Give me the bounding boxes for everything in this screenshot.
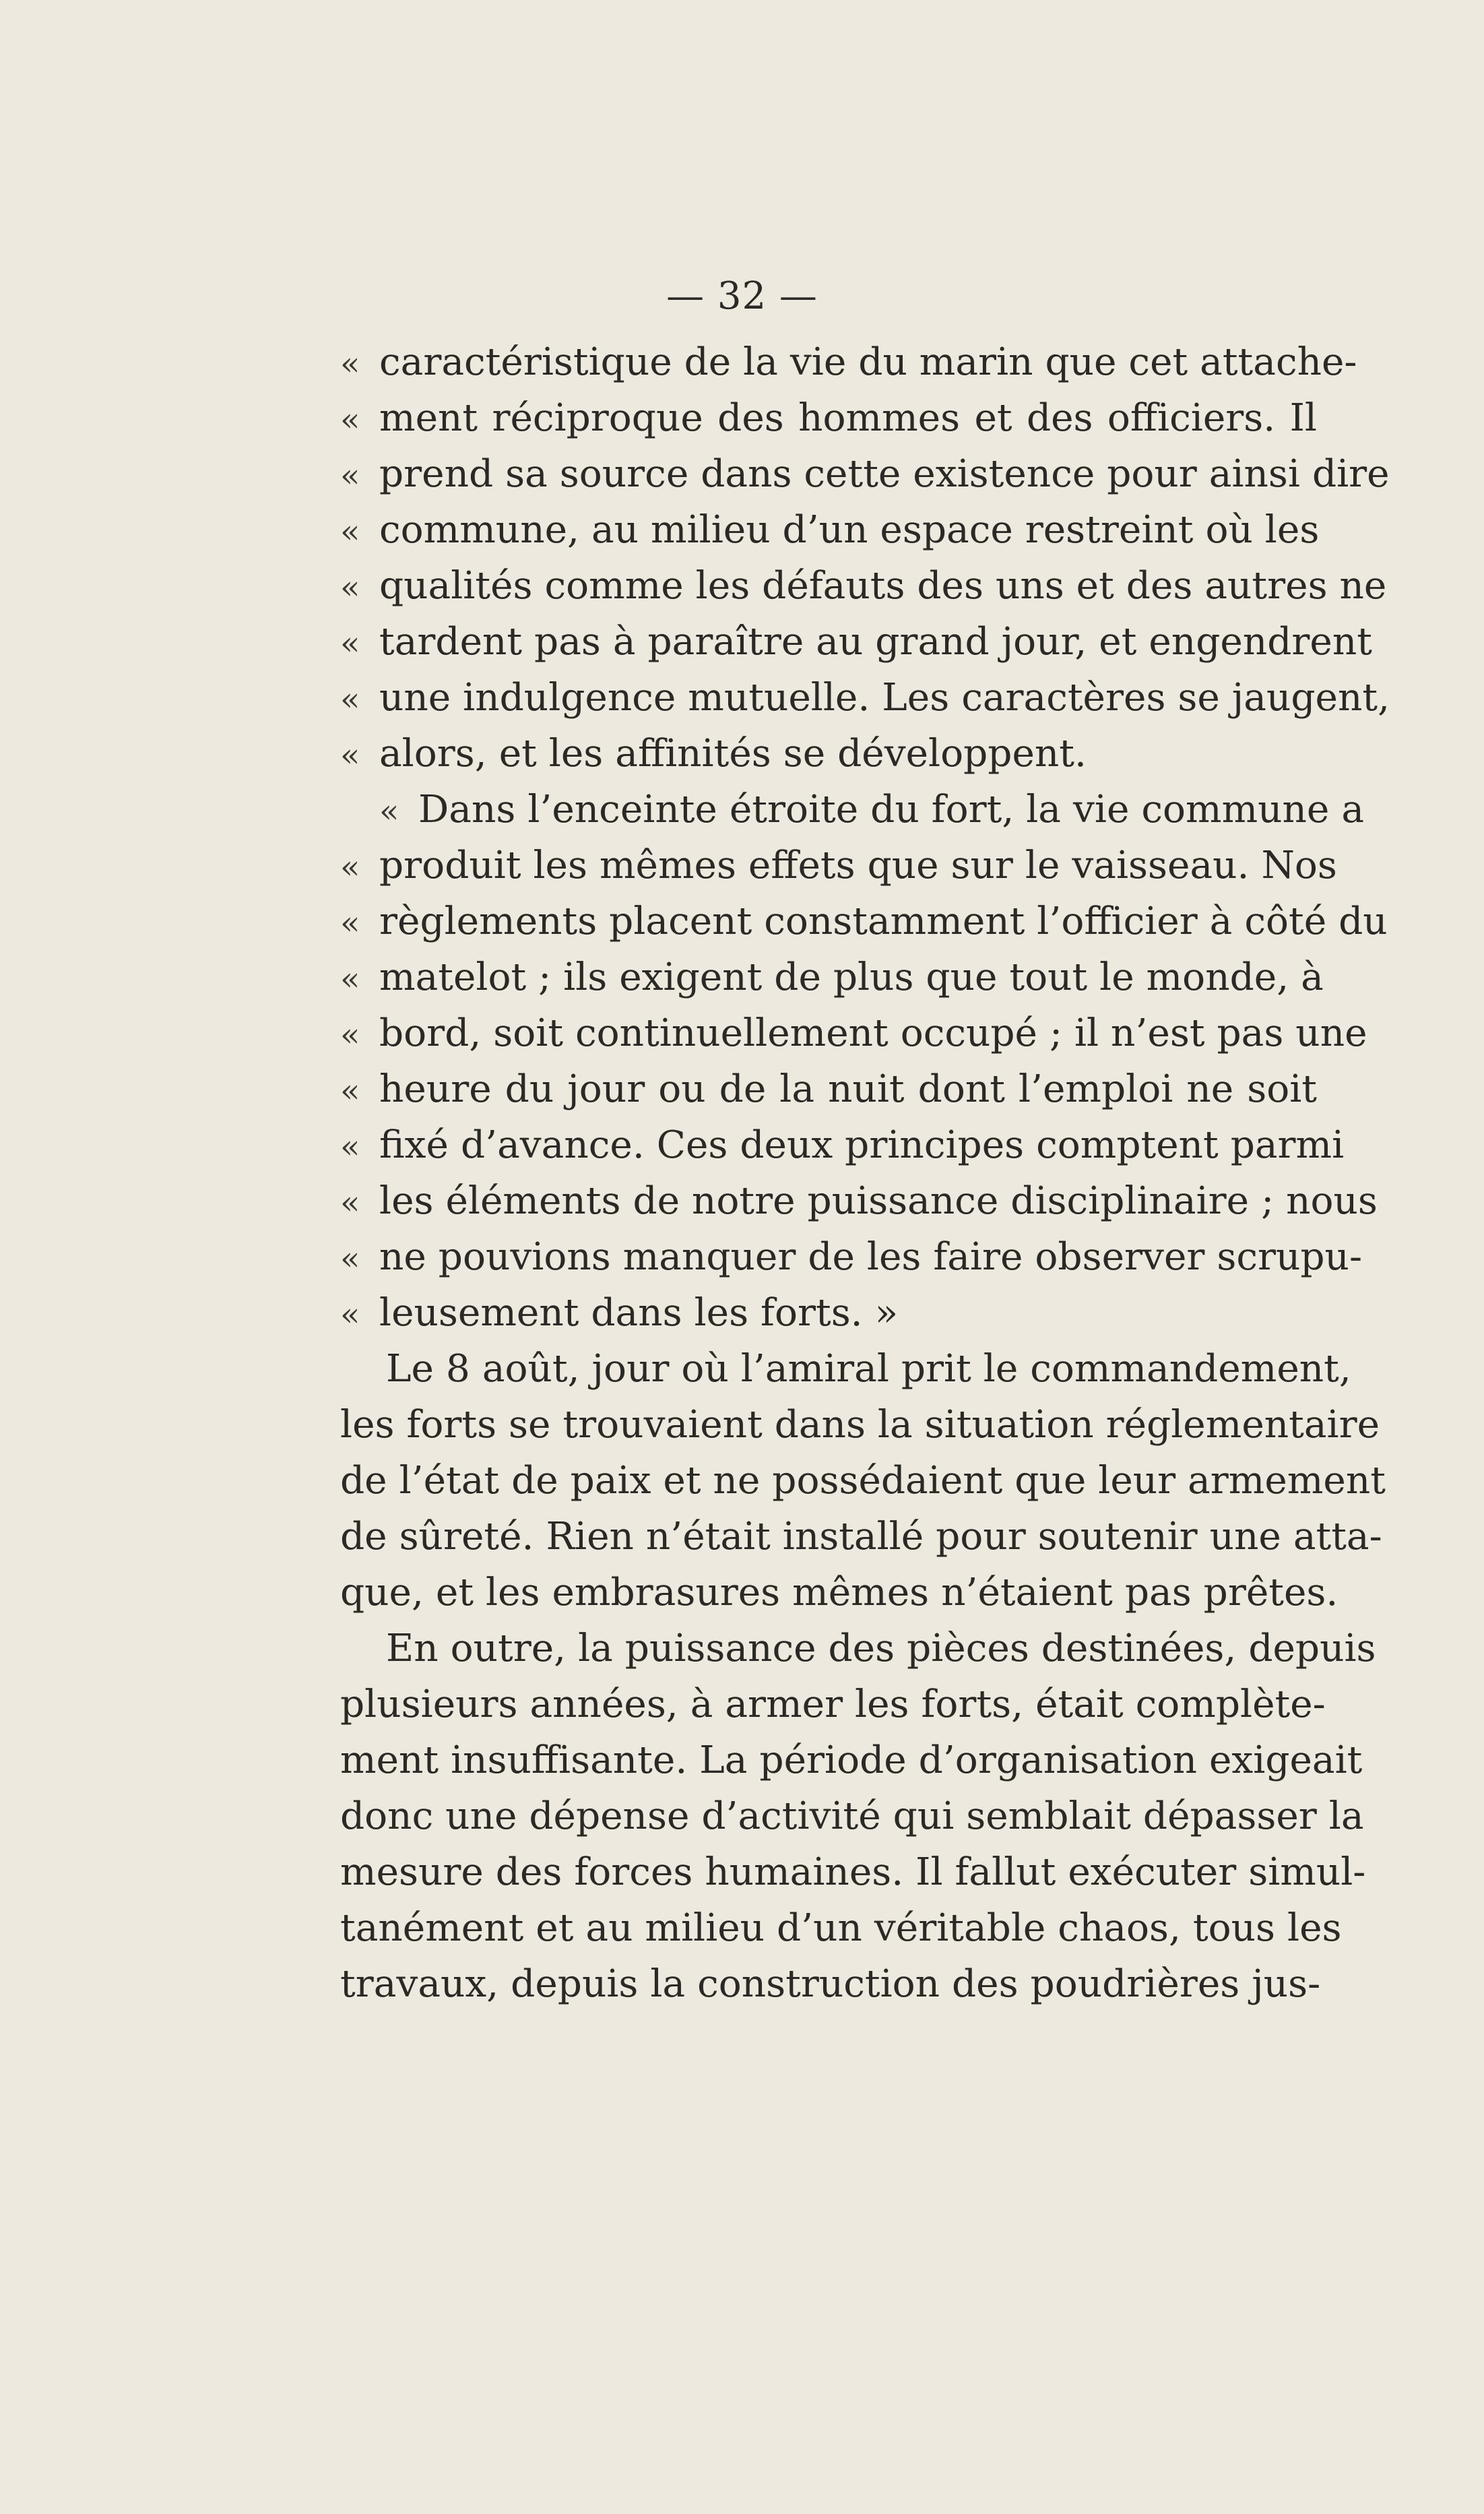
line-text: produit les mêmes effets que sur le vaisseau. Nos bbox=[379, 844, 1337, 887]
line-text: commune, au milieu d’un espace restreint où les bbox=[379, 508, 1320, 552]
line-text: règlements placent constamment l’officier à côté du bbox=[379, 900, 1388, 943]
line-text: En outre, la puissance des pièces destinées, depuis bbox=[386, 1627, 1376, 1670]
line-text: plusieurs années, à armer les forts, était complète- bbox=[340, 1683, 1326, 1726]
quote-mark: « bbox=[340, 1016, 360, 1054]
line-text: alors, et les affinités se développent. bbox=[379, 732, 1087, 776]
quote-mark: « bbox=[340, 736, 360, 774]
line-text: travaux, depuis la construction des poudrières jus- bbox=[340, 1962, 1321, 2006]
quote-mark: « bbox=[340, 345, 360, 383]
line-text: prend sa source dans cette existence pour ainsi dire bbox=[379, 452, 1390, 496]
quote-mark: « bbox=[340, 848, 360, 886]
quote-mark: « bbox=[340, 1128, 360, 1166]
quote-mark: « bbox=[340, 1184, 360, 1222]
quote-mark: « bbox=[340, 513, 360, 551]
line-text: que, et les embrasures mêmes n’étaient pas prêtes. bbox=[340, 1571, 1338, 1614]
line-text: de sûreté. Rien n’était installé pour soutenir une atta- bbox=[340, 1515, 1382, 1559]
line-text: mesure des forces humaines. Il fallut exécuter simul- bbox=[340, 1850, 1366, 1894]
text-line bbox=[340, 614, 1372, 670]
line-text: bord, soit continuellement occupé ; il n’est pas une bbox=[379, 1011, 1367, 1055]
quote-mark: « bbox=[340, 457, 360, 495]
line-text: ne pouvions manquer de les faire observer scrupu- bbox=[379, 1235, 1363, 1279]
body-text bbox=[340, 334, 1390, 2012]
text-line bbox=[340, 949, 1324, 1005]
text-line bbox=[340, 1509, 1382, 1565]
line-text: Dans l’enceinte étroite du fort, la vie commune a bbox=[418, 788, 1365, 831]
text-line bbox=[340, 782, 1365, 838]
text-line bbox=[340, 1397, 1380, 1453]
quote-mark: « bbox=[340, 960, 360, 998]
line-text: matelot ; ils exigent de plus que tout le monde, à bbox=[379, 955, 1324, 999]
line-text: les forts se trouvaient dans la situation réglementaire bbox=[340, 1403, 1380, 1447]
line-text: donc une dépense d’activité qui semblait dépasser la bbox=[340, 1794, 1364, 1838]
text-line bbox=[340, 1732, 1363, 1788]
line-text: Le 8 août, jour où l’amiral prit le commandement, bbox=[386, 1347, 1351, 1391]
line-text: ment réciproque des hommes et des officiers. Il bbox=[379, 396, 1317, 440]
line-text: de l’état de paix et ne possédaient que leur armement bbox=[340, 1459, 1386, 1503]
quote-mark: « bbox=[340, 569, 360, 606]
text-line bbox=[340, 1229, 1363, 1285]
line-text: caractéristique de la vie du marin que cet attache- bbox=[379, 340, 1357, 384]
text-line bbox=[340, 1900, 1342, 1956]
line-text: une indulgence mutuelle. Les caractères se jaugent, bbox=[379, 676, 1390, 720]
text-line bbox=[340, 1453, 1386, 1509]
text-line bbox=[340, 502, 1320, 558]
quote-mark: « bbox=[340, 1296, 360, 1333]
quote-mark: « bbox=[340, 904, 360, 942]
line-text: heure du jour ou de la nuit dont l’emploi ne soit bbox=[379, 1067, 1317, 1111]
text-line bbox=[340, 1341, 1351, 1397]
text-line bbox=[340, 670, 1390, 726]
text-line bbox=[340, 1565, 1338, 1621]
quote-mark: « bbox=[340, 625, 360, 662]
line-text: fixé d’avance. Ces deux principes comptent parmi bbox=[379, 1123, 1345, 1167]
quote-mark: « bbox=[340, 681, 360, 718]
line-text: tanément et au milieu d’un véritable chaos, tous les bbox=[340, 1906, 1342, 1950]
text-line bbox=[340, 334, 1357, 390]
quote-mark: « bbox=[379, 792, 399, 830]
quote-mark: « bbox=[340, 1072, 360, 1110]
text-line bbox=[340, 1788, 1364, 1844]
line-text: qualités comme les défauts des uns et des autres ne bbox=[379, 564, 1387, 608]
text-line bbox=[340, 1676, 1326, 1732]
text-line bbox=[340, 1061, 1317, 1117]
text-line bbox=[340, 446, 1390, 502]
text-line bbox=[340, 390, 1317, 446]
line-text: ment insuffisante. La période d’organisation exigeait bbox=[340, 1738, 1363, 1782]
text-line bbox=[340, 1005, 1367, 1061]
text-line bbox=[340, 1844, 1366, 1900]
text-line bbox=[340, 1285, 1317, 1341]
line-text: leusement dans les forts. » bbox=[379, 1291, 899, 1335]
quote-mark: « bbox=[340, 401, 360, 439]
line-text: les éléments de notre puissance disciplinaire ; nous bbox=[379, 1179, 1378, 1223]
text-line bbox=[340, 1621, 1376, 1676]
page-number: — 32 — bbox=[666, 274, 818, 318]
text-line bbox=[340, 893, 1388, 949]
quote-mark: « bbox=[340, 1240, 360, 1278]
text-line bbox=[340, 558, 1387, 614]
text-line bbox=[340, 1173, 1378, 1229]
line-text: tardent pas à paraître au grand jour, et engendrent bbox=[379, 620, 1372, 664]
text-line bbox=[340, 726, 1317, 782]
text-line bbox=[340, 838, 1337, 893]
text-line bbox=[340, 1956, 1321, 2012]
text-line bbox=[340, 1117, 1345, 1173]
